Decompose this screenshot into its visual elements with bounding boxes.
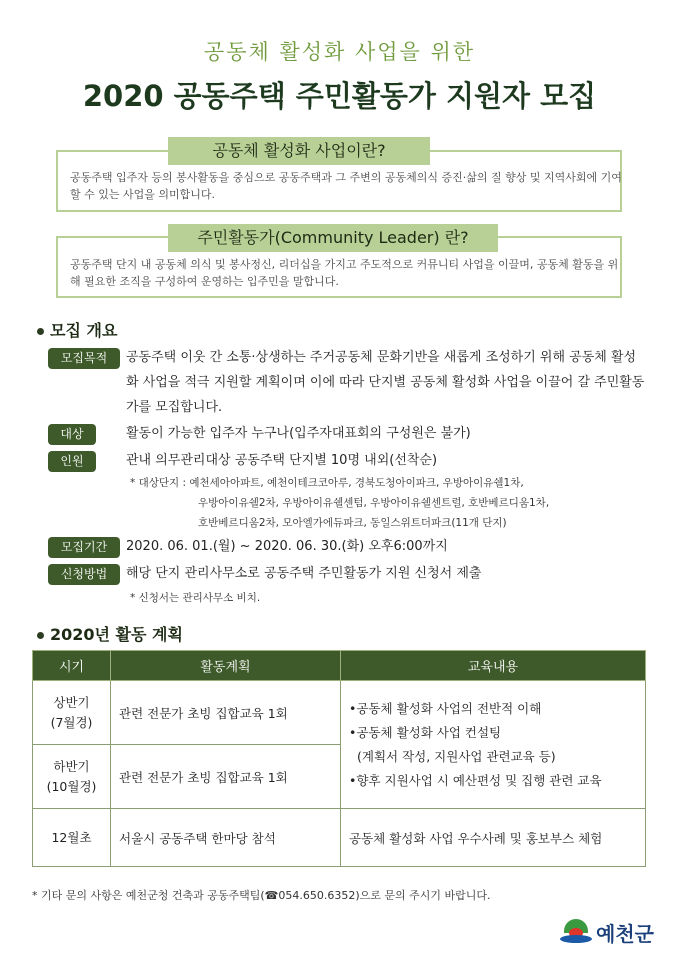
tag-purpose: 모집목적 [48, 348, 120, 369]
education-item: •향후 지원사업 시 예산편성 및 집행 관련 교육 [349, 772, 602, 788]
education-item: •공동체 활성화 사업의 전반적 이해 [349, 700, 542, 716]
target-text: 활동이 가능한 입주자 누구나(입주자대표회의 구성원은 불가) [126, 426, 471, 441]
logo-text: 예천군 [596, 921, 654, 946]
cell-activity: 관련 전문가 초빙 집합교육 1회 [111, 745, 341, 809]
poster-subtitle: 공동체 활성화 사업을 위한 [203, 40, 476, 64]
apply-note: * 신청서는 관리사무소 비치. [130, 592, 261, 604]
footer-note: * 기타 문의 사항은 예천군청 건축과 공동주택팀(☎054.650.6352)으로 문의 주시기 바랍니다. [32, 889, 491, 902]
when-label: 하반기 [53, 758, 90, 774]
when-month: (7월경) [50, 714, 93, 730]
column-header-when: 시기 [33, 651, 111, 681]
education-item: (계획서 작성, 지원사업 관련교육 등) [357, 748, 556, 764]
when-label: 상반기 [53, 694, 90, 710]
purpose-text: 공동주택 이웃 간 소통·상생하는 주거공동체 문화기반을 새롭게 조성하기 위해 공동체 활성화 사업을 적극 지원할 계획이며 이에 따라 단지별 공동체 활성화 사업을 이끌어 갈 주민활동가를 모집합니다. [126, 350, 645, 415]
info-box-leader-heading: 주민활동가(Community Leader) 란? [168, 224, 498, 252]
info-box-leader-text: 공동주택 단지 내 공동체 의식 및 봉사정신, 리더십을 가지고 주도적으로 커뮤니티 사업을 이끌며, 공동체 활동을 위해 필요한 조직을 구성하여 운영하는 입주민을 말합니다. [70, 258, 619, 288]
tag-target: 대상 [48, 424, 96, 445]
complex-note-line-1: * 대상단지 : 예천세아아파트, 예천이테크코아루, 경북도청아이파크, 우방아이유쉘1차, [130, 477, 524, 489]
section-heading-overview-label: 모집 개요 [50, 321, 118, 340]
info-box-community-text: 공동주택 입주자 등의 봉사활동을 중심으로 공동주택과 그 주변의 공동체의식 증진·삶의 질 향상 및 지역사회에 기여할 수 있는 사업을 의미합니다. [70, 171, 622, 201]
bullet-dot [37, 632, 44, 639]
table-header-row [33, 651, 646, 681]
activity-plan-table [32, 650, 646, 867]
section-heading-plan [37, 622, 183, 645]
cell-when [33, 681, 111, 745]
column-header-education: 교육내용 [341, 651, 646, 681]
tag-apply: 신청방법 [48, 564, 120, 585]
section-heading-plan-label: 2020년 활동 계획 [50, 625, 183, 644]
info-box-community-heading: 공동체 활성화 사업이란? [168, 137, 430, 165]
education-item: •공동체 활성화 사업 컨설팅 [349, 724, 502, 740]
cell-activity: 관련 전문가 초빙 집합교육 1회 [111, 681, 341, 745]
tag-number: 인원 [48, 451, 96, 472]
when-month: (10월경) [46, 778, 97, 794]
cell-activity: 서울시 공동주택 한마당 참석 [111, 809, 341, 867]
period-text: 2020. 06. 01.(월) ~ 2020. 06. 30.(화) 오후6:00까지 [126, 539, 448, 554]
complex-note-line-2: 우방아이유쉘2차, 우방아이유쉘센텀, 우방아이유쉘센트럴, 호반베르디움1차, [198, 497, 550, 509]
poster-title: 2020 공동주택 주민활동가 지원자 모집 [82, 79, 597, 113]
number-text: 관내 의무관리대상 공동주택 단지별 10명 내외(선착순) [126, 453, 438, 468]
cell-when [33, 745, 111, 809]
tag-period: 모집기간 [48, 537, 120, 558]
section-heading-overview [37, 318, 117, 341]
cell-education: 공동체 활성화 사업 우수사례 및 홍보부스 체험 [341, 809, 646, 867]
table-row [33, 809, 646, 867]
apply-text: 해당 단지 관리사무소로 공동주택 주민활동가 지원 신청서 제출 [126, 566, 482, 581]
complex-note-line-3: 호반베르디움2차, 모아엘가에듀파크, 동일스위트더파크(11개 단지) [198, 517, 507, 529]
cell-education [341, 681, 646, 809]
yecheon-emblem-icon [560, 919, 592, 945]
table-row [33, 681, 646, 745]
column-header-activity: 활동계획 [111, 651, 341, 681]
yecheon-logo [560, 918, 654, 946]
cell-when: 12월초 [33, 809, 111, 867]
bullet-dot [37, 328, 44, 335]
